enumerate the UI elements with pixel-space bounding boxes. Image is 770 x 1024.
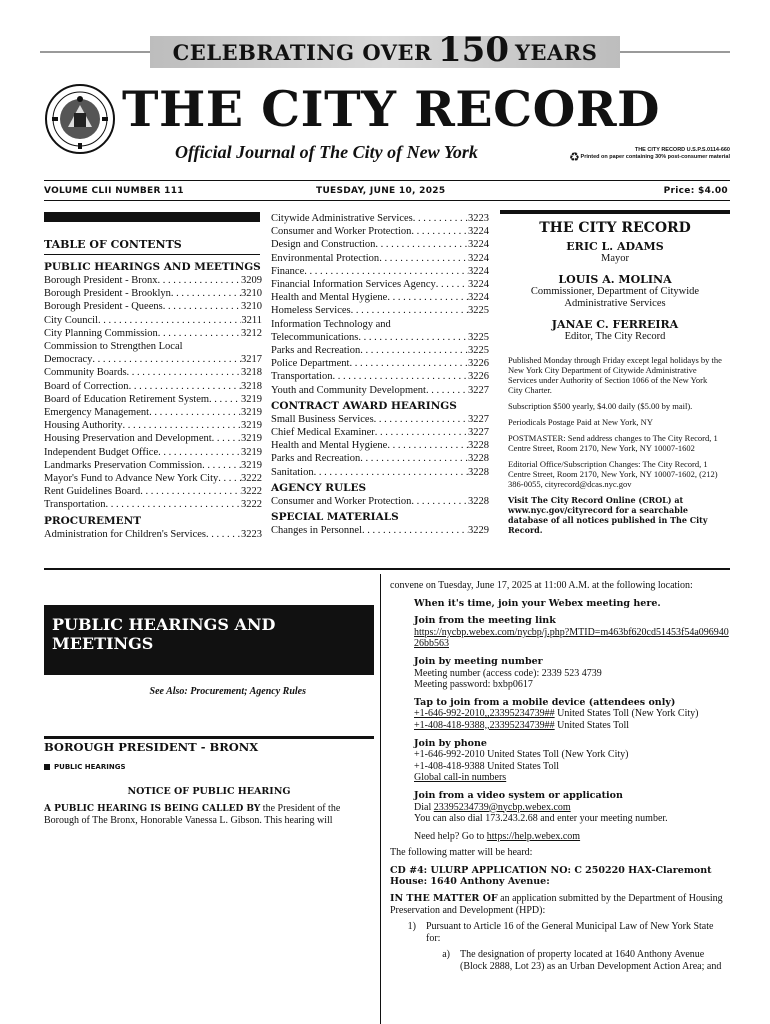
toc-entry[interactable] [271,344,489,357]
toc-entry[interactable] [271,278,489,291]
phone-number-1: +1-646-992-2010 United States Toll (New York City) [414,749,629,761]
list-item [390,921,730,944]
toc-entry-page: 3210 [241,301,262,313]
toc-entry[interactable] [271,439,489,452]
toc-entry-label: Finance [271,265,305,277]
toc-entry-page: 3227 [468,413,489,425]
dial-prefix: Dial [414,801,434,813]
webex-block [414,598,730,843]
editor-role: Editor, The City Record [564,331,666,342]
section-title-box: PUBLIC HEARINGS AND MEETINGS [44,605,374,675]
toc-entry[interactable] [44,287,262,300]
toc-entry-label: Youth and Community Development [271,384,426,396]
toc-entry-label: Transportation [44,499,106,511]
toc-title: TABLE OF CONTENTS [44,238,182,251]
toc-section-heading: PROCUREMENT [44,514,142,527]
toc-entry[interactable] [44,353,262,366]
toc-leader-dots [171,287,241,300]
toc-entry-page: 3226 [468,358,489,370]
toc-entry-page: 3219 [241,420,262,432]
issue-date: TUESDAY, JUNE 10, 2025 [316,186,446,196]
toc-leader-dots [129,380,241,393]
toc-entry-label: Rent Guidelines Board [44,486,141,498]
mayor-role: Mayor [601,253,629,264]
toc-entry[interactable] [44,446,262,459]
toc-entry-continued: Information Technology and [271,318,391,330]
toc-entry-label: Board of Correction [44,380,129,392]
toc-entry-page: 3225 [468,305,489,317]
toc-column-1 [44,258,262,541]
meeting-link[interactable]: https://nycbp.webex.com/nycbp/j.php?MTID=m463bf620cd51453f54a09694026bb563 [414,626,729,650]
toc-entry[interactable] [44,327,262,340]
toc-leader-dots [379,252,468,265]
mobile-link-2[interactable]: +1-408-418-9388,,23395234739## [414,719,555,731]
toc-column-2 [271,212,489,537]
toc-entry-page: 3222 [241,499,262,511]
info-title: THE CITY RECORD [539,220,691,236]
toc-leader-dots [351,304,468,317]
toc-leader-dots [149,406,241,419]
toc-entry-label: Parks and Recreation [271,453,361,465]
toc-entry-page: 3212 [241,327,262,339]
help-prefix: Need help? Go to [414,830,487,842]
public-hearings-tag [44,763,126,771]
toc-leader-dots [158,446,241,459]
toc-entry[interactable] [44,498,262,511]
toc-entry-label: Landmarks Preservation Commission [44,459,203,471]
toc-entry-page: 3217 [241,354,262,366]
toc-entry-page: 3224 [468,239,489,251]
join-number-heading: Join by meeting number [414,655,543,667]
toc-entry-label: Housing Authority [44,420,123,432]
anniversary-banner [150,30,620,70]
toc-leader-dots [92,353,241,366]
commissioner-role: Commissioner, Department of Citywide Administrative Services [530,286,700,309]
publication-notice: Published Monday through Friday except legal holidays by the New York City Department of Citywide Administrative Services under Authority of Section 1066 of the New York City Charter. [508,355,722,395]
toc-leader-dots [375,426,468,439]
toc-entry-page: 3218 [241,367,262,379]
notice-lead-text: the President of the Borough of The Bronx, Honorable Vanessa L. Gibson. This hearing will [44,803,341,826]
toc-entry-page: 3223 [241,528,262,540]
header-rule [44,180,730,181]
toc-leader-dots [218,472,241,485]
toc-leader-dots [349,357,468,370]
toc-entry[interactable] [271,413,489,426]
toc-entry-label: Health and Mental Hygiene [271,292,388,304]
toc-entry[interactable] [44,419,262,432]
issue-price: Price: $4.00 [663,186,728,196]
paper-notice: Printed on paper containing 30% post-consumer material [580,154,730,160]
agency-heading: BOROUGH PRESIDENT - BRONX [44,740,259,754]
toc-entry-label: Community Boards [44,367,127,379]
subscription-notice: Subscription $500 yearly, $4.00 daily ($5.00 by mail). [508,401,693,411]
column-divider [380,574,381,1024]
toc-entry-page: 3225 [468,345,489,357]
following-matter: The following matter will be heard: [390,847,533,859]
toc-entry-label: Sanitation [271,466,314,478]
toc-entry-label: Parks and Recreation [271,345,361,357]
toc-entry-label: Independent Budget Office [44,446,159,458]
toc-leader-dots [411,225,468,238]
tag-label: PUBLIC HEARINGS [54,763,126,771]
toc-entry-page: 3210 [241,288,262,300]
toc-entry[interactable] [271,291,489,304]
toc-entry-label: Changes in Personnel [271,525,362,537]
toc-entry-page: 3224 [468,252,489,264]
toc-entry-page: 3219 [241,433,262,445]
toc-entry-label: Financial Information Services Agency [271,279,436,291]
toc-entry-label: Citywide Administrative Services [271,213,413,224]
toc-entry[interactable] [271,357,489,370]
toc-entry-page: 3218 [241,380,262,392]
toc-entry-label: Borough President - Brooklyn [44,288,171,300]
toc-entry-label: Small Business Services [271,413,374,425]
meeting-password: Meeting password: bxbp0617 [414,679,533,691]
toc-entry-page: 3228 [468,453,489,465]
toc-entry[interactable] [44,300,262,313]
toc-leader-dots [127,366,241,379]
postage-notice: Periodicals Postage Paid at New York, NY [508,417,653,427]
toc-entry-page: 3224 [468,265,489,277]
ulurp-heading: CD #4: ULURP APPLICATION NO: C 250220 HAX-Claremont House: 1640 Anthony Avenue: [390,864,712,888]
hearing-details [390,580,730,973]
toc-entry-page: 3219 [241,407,262,419]
toc-leader-dots [157,274,241,287]
toc-entry-page: 3222 [241,486,262,498]
toc-entry[interactable] [271,524,489,537]
help-link[interactable]: https://help.webex.com [486,830,581,842]
toc-entry-page: 3225 [468,331,489,343]
toc-entry[interactable] [44,366,262,379]
toc-entry-page: 3224 [468,279,489,291]
crol-notice: Visit The City Record Online (CROL) at www.nyc.gov/cityrecord for a searchable database of all notices published in The City Record. [508,495,708,535]
toc-entry-page: 3219 [241,446,262,458]
masthead-info-box [500,210,730,535]
toc-leader-dots [158,327,241,340]
toc-entry-page: 3228 [468,440,489,452]
phone-number-2: +1-408-418-9388 United States Toll [414,760,560,772]
toc-entry-page: 3227 [468,427,489,439]
toc-entry[interactable] [44,314,262,327]
toc-entry[interactable] [271,212,489,225]
toc-entry[interactable] [44,393,262,406]
square-bullet-icon [44,764,50,770]
toc-entry[interactable] [271,238,489,251]
toc-entry-page: 3223 [468,213,489,224]
toc-leader-dots [413,212,468,225]
list-number: a) [442,949,450,961]
toc-entry[interactable] [44,432,262,445]
webex-time-heading: When it's time, join your Webex meeting here. [414,597,661,609]
toc-section-heading: PUBLIC HEARINGS AND MEETINGS [44,261,261,273]
toc-leader-dots [411,495,468,508]
recycle-icon: ♻ [569,150,580,164]
matter-text: an application submitted by the Department of Housing Preservation and Development (HPD): [390,893,723,916]
toc-entry-label: Homeless Services [271,305,351,317]
video-heading: Join from a video system or application [414,789,623,801]
meeting-number: Meeting number (access code): 2339 523 4739 [414,667,602,679]
hearing-intro: convene on Tuesday, June 17, 2025 at 11:00 A.M. at the following location: [390,580,693,591]
toc-entry-label: City Planning Commission [44,327,158,339]
toc-entry[interactable] [271,384,489,397]
toc-entry-label: Mayor's Fund to Advance New York City [44,473,219,485]
dial-line [414,802,730,814]
toc-entry-page: 3219 [241,459,262,471]
matter-paragraph [390,893,730,916]
toc-entry[interactable] [271,225,489,238]
usps-line: THE CITY RECORD U.S.P.S.0114-660 [634,147,730,153]
editorial-office: Editorial Office/Subscription Changes: The City Record, 1 Centre Street, Room 2170, New York, NY 10007-1602, (212) 386-0055, cityrecord@dcas.nyc.gov [508,459,718,489]
toc-entry[interactable] [271,466,489,479]
toc-entry-label: Emergency Management [44,407,150,419]
notice-body [44,803,374,827]
toc-leader-dots [362,524,468,537]
toc-entry[interactable] [44,528,262,541]
toc-leader-dots [387,291,468,304]
toc-entry-label: Health and Mental Hygiene [271,440,388,452]
toc-entry[interactable] [271,331,489,344]
toc-entry-continued: Commission to Strengthen Local [44,341,183,353]
toc-leader-dots [387,439,468,452]
see-also-note: See Also: Procurement; Agency Rules [149,686,306,697]
toc-entry-label: Telecommunications [271,331,359,343]
help-line [414,831,730,843]
toc-entry-label: Consumer and Worker Protection [271,495,412,507]
dial-link[interactable]: 23395234739@nycbp.webex.com [433,801,571,813]
banner-number: 150 [438,30,509,70]
toc-entry[interactable] [271,252,489,265]
usps-notice [570,147,730,161]
toc-bar [44,212,260,222]
toc-entry-label: Borough President - Bronx [44,275,158,286]
toc-entry-page: 3227 [468,384,489,396]
mobile-line-1 [414,708,730,720]
banner-left-text: CELEBRATING OVER [172,39,432,65]
toc-leader-dots [360,452,468,465]
toc-entry-label: Transportation [271,371,333,383]
toc-entry-page: 3226 [468,371,489,383]
toc-section-heading: SPECIAL MATERIALS [271,511,399,524]
global-call-in-link[interactable]: Global call-in numbers [414,772,507,784]
toc-entry[interactable] [44,472,262,485]
mobile-heading: Tap to join from a mobile device (attendees only) [414,696,676,708]
volume-number: VOLUME CLII NUMBER 111 [44,186,184,196]
header-rule-lower [44,200,730,201]
join-link-heading: Join from the meeting link [414,615,556,627]
toc-entry-page: 3222 [241,473,262,485]
toc-entry-label: Police Department [271,358,350,370]
toc-leader-dots [206,528,241,541]
toc-leader-dots [332,370,468,383]
toc-section-heading: CONTRACT AWARD HEARINGS [271,399,457,412]
toc-leader-dots [105,498,241,511]
toc-leader-dots [163,300,241,313]
toc-entry-label: Administration for Children's Services [44,528,206,540]
toc-entry-page: 3228 [468,495,489,507]
toc-leader-dots [375,238,468,251]
banner-right-text: YEARS [514,39,598,65]
toc-entry-page: 3229 [468,525,489,537]
matter-lead: IN THE MATTER OF [390,893,498,905]
toc-entry-page: 3228 [468,466,489,478]
toc-leader-dots [304,265,468,278]
toc-leader-dots [212,432,241,445]
editor-name: JANAE C. FERREIRA [551,318,679,331]
toc-leader-dots [202,459,241,472]
mayor-name: ERIC L. ADAMS [566,240,664,253]
toc-leader-dots [374,413,468,426]
toc-entry-label: Consumer and Worker Protection [271,226,412,238]
notice-lead: A PUBLIC HEARING IS BEING CALLED BY [44,804,261,814]
toc-entry[interactable] [44,485,262,498]
toc-entry-page: 3219 [241,393,262,405]
city-seal-icon [44,83,116,155]
toc-entry-label: Design and Construction [271,239,376,251]
toc-entry[interactable] [271,304,489,317]
agency-rule [44,736,374,739]
dial-alternative: You can also dial 173.243.2.68 and enter your meeting number. [414,813,668,825]
list-item [426,949,730,972]
toc-entry-label: Environmental Protection [271,252,380,264]
toc-entry-page: 3211 [241,314,262,326]
toc-entry-page: 3209 [241,275,262,286]
postmaster-notice: POSTMASTER: Send address changes to The City Record, 1 Centre Street, Room 2170, New York, NY 10007-1602 [508,433,718,453]
toc-leader-dots [98,314,241,327]
list-text: Pursuant to Article 16 of the General Municipal Law of New York State for: [426,921,714,944]
toc-leader-dots [426,384,468,397]
toc-entry-label: City Council [44,314,98,326]
toc-entry-label: Board of Education Retirement System [44,393,210,405]
section-rule [44,568,730,570]
toc-entry-page: 3224 [468,226,489,238]
toc-entry[interactable] [271,426,489,439]
list-number: 1) [407,921,416,933]
masthead-title: THE CITY RECORD [122,80,661,138]
toc-entry[interactable] [271,495,489,508]
masthead-subtitle: Official Journal of The City of New York [175,142,478,162]
mobile-link-1[interactable]: +1-646-992-2010,,23395234739## [414,708,555,720]
toc-leader-dots [436,278,468,291]
toc-rule [44,254,260,255]
toc-entry[interactable] [44,406,262,419]
toc-leader-dots [360,344,468,357]
toc-leader-dots [140,485,241,498]
mobile-line-1-text: United States Toll (New York City) [554,708,699,720]
toc-entry-page: 3224 [468,292,489,304]
toc-leader-dots [314,466,468,479]
phone-heading: Join by phone [414,737,487,749]
toc-entry-label: Borough President - Queens [44,301,163,313]
toc-entry-label: Chief Medical Examiner [271,427,375,439]
toc-section-heading: AGENCY RULES [271,481,367,494]
toc-entry[interactable] [271,370,489,383]
toc-entry-label: Democracy [44,354,93,366]
toc-entry[interactable] [44,459,262,472]
toc-entry[interactable] [271,452,489,465]
toc-entry-label: Housing Preservation and Development [44,433,212,445]
list-text: The designation of property located at 1640 Anthony Avenue (Block 2888, Lot 23) as an Urban Development Action Area; and [460,949,722,973]
toc-entry[interactable] [44,380,262,393]
mobile-line-2-text: United States Toll [554,719,630,731]
mobile-line-2 [414,720,730,732]
notice-heading: NOTICE OF PUBLIC HEARING [127,786,291,797]
toc-leader-dots [209,393,241,406]
commissioner-name: LOUIS A. MOLINA [558,273,672,286]
toc-leader-dots [122,419,241,432]
toc-leader-dots [358,331,468,344]
toc-entry[interactable] [44,274,262,287]
toc-entry[interactable] [271,265,489,278]
